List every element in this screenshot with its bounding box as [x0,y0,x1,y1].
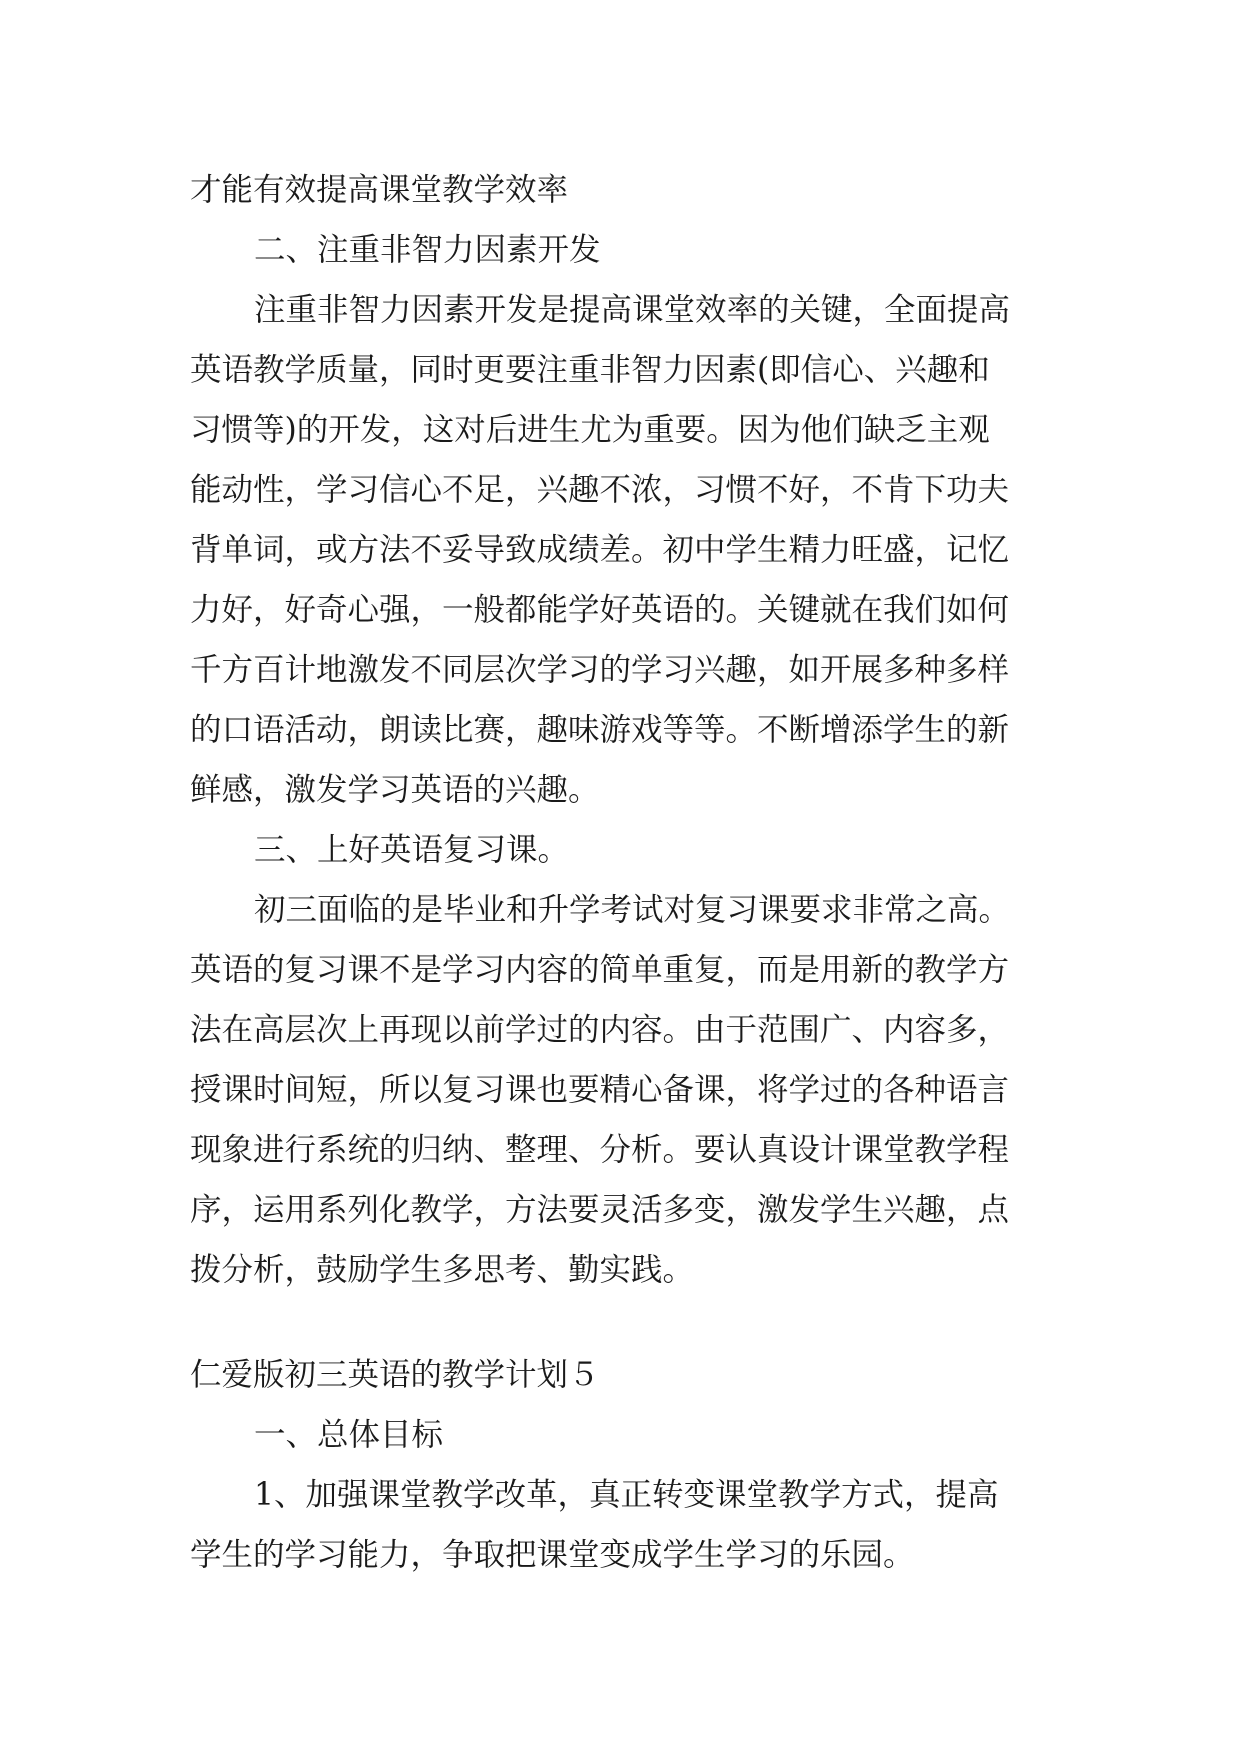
text-line: 习惯等)的开发，这对后进生尤为重要。因为他们缺乏主观 [190,412,990,448]
text-line: 三、上好英语复习课。 [254,832,570,868]
text-line: 1、加强课堂教学改革，真正转变课堂教学方式，提高 [254,1477,999,1513]
text-line: 授课时间短，所以复习课也要精心备课，将学过的各种语言 [190,1072,1010,1108]
text-line: 初三面临的是毕业和升学考试对复习课要求非常之高。 [254,892,1011,928]
text-line: 背单词，或方法不妥导致成绩差。初中学生精力旺盛，记忆 [190,532,1010,568]
text-line: 鲜感，激发学习英语的兴趣。 [190,772,600,808]
text-line: 拨分析，鼓励学生多思考、勤实践。 [190,1252,695,1288]
text-line: 现象进行系统的归纳、整理、分析。要认真设计课堂教学程 [190,1132,1010,1168]
section-spacer [190,1300,1060,1345]
text-line: 英语教学质量，同时更要注重非智力因素(即信心、兴趣和 [190,352,990,388]
text-line: 才能有效提高课堂教学效率 [190,172,569,208]
text-line: 力好，好奇心强，一般都能学好英语的。关键就在我们如何 [190,592,1010,628]
text-line: 法在高层次上再现以前学过的内容。由于范围广、内容多， [190,1012,1010,1048]
text-line: 的口语活动，朗读比赛，趣味游戏等等。不断增添学生的新 [190,712,1010,748]
text-line: 二、注重非智力因素开发 [254,232,601,268]
body-text-part-2 [190,1405,1060,1585]
text-line: 注重非智力因素开发是提高课堂效率的关键，全面提高 [254,292,1011,328]
text-line: 千方百计地激发不同层次学习的学习兴趣，如开展多种多样 [190,652,1010,688]
body-text-part-1 [190,160,1060,1300]
text-line: 一、总体目标 [254,1417,444,1453]
text-line: 序，运用系列化教学，方法要灵活多变，激发学生兴趣，点 [190,1192,1010,1228]
section-title: 仁爱版初三英语的教学计划５ [190,1357,600,1393]
document-body [190,160,1060,1585]
text-line: 能动性，学习信心不足，兴趣不浓，习惯不好，不肯下功夫 [190,472,1010,508]
text-line: 学生的学习能力，争取把课堂变成学生学习的乐园。 [190,1537,915,1573]
text-line: 英语的复习课不是学习内容的简单重复，而是用新的教学方 [190,952,1010,988]
